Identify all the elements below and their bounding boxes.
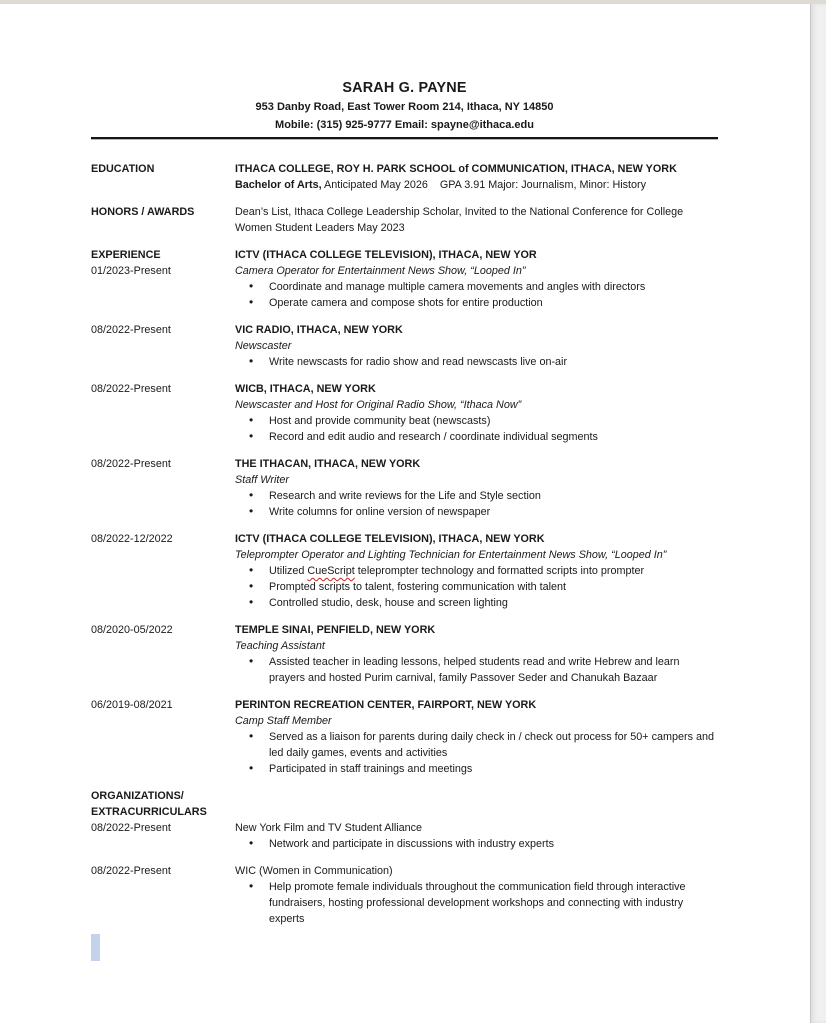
institution-line: ITHACA COLLEGE, ROY H. PARK SCHOOL of COMMUNICATION, ITHACA, NEW YORK (235, 163, 677, 175)
role-line: Teleprompter Operator and Lighting Technician for Entertainment News Show, “Looped In” (235, 549, 667, 561)
entry-date: 08/2020-05/2022 (91, 624, 173, 636)
bullet-item: • Prompted scripts to talent, fostering communication with talent (235, 579, 718, 595)
role-line: Teaching Assistant (235, 640, 325, 652)
company-line: VIC RADIO, ITHACA, NEW YORK (235, 324, 403, 336)
section-organizations (91, 788, 718, 820)
bullet-item: • Record and edit audio and research / coordinate individual segments (235, 429, 718, 445)
page-right-gutter (810, 4, 826, 1023)
experience-entry-perinton (91, 697, 718, 777)
selection-highlight (91, 934, 100, 961)
role-line: Newscaster (235, 340, 292, 352)
bullet-text-pre: Utilized (269, 565, 308, 577)
bullet-item: • Host and provide community beat (newscasts) (235, 413, 718, 429)
resume-header (91, 79, 718, 134)
entry-date: 08/2022-12/2022 (91, 533, 173, 545)
company-line: ICTV (ITHACA COLLEGE TELEVISION), ITHACA, NEW YORK (235, 533, 545, 545)
organizations-label-line2: EXTRACURRICULARS (91, 806, 207, 818)
bullet-item: • Help promote female individuals throughout the communication field through interactive fundraisers, hosting professional development workshops and connecting with industry experts (235, 879, 718, 927)
organizations-label-line1: ORGANIZATIONS/ (91, 790, 184, 802)
bullet-item: • Served as a liaison for parents during daily check in / check out process for 50+ campers and led daily games, events and activities (235, 729, 718, 761)
degree-bold: Bachelor of Arts, (235, 179, 322, 191)
company-line: THE ITHACAN, ITHACA, NEW YORK (235, 458, 421, 470)
header-rule (91, 137, 718, 140)
document-page[interactable] (0, 4, 810, 1023)
entry-date: 06/2019-08/2021 (91, 699, 173, 711)
education-label: EDUCATION (91, 163, 155, 175)
entry-date: 08/2022-Present (91, 383, 171, 395)
contact-line: Mobile: (315) 925-9777 Email: spayne@ithaca.edu (275, 119, 534, 131)
experience-entry-wicb (91, 381, 718, 445)
entry-date: 08/2022-Present (91, 865, 171, 877)
section-honors (91, 204, 718, 236)
company-line: TEMPLE SINAI, PENFIELD, NEW YORK (235, 624, 436, 636)
role-line: Newscaster and Host for Original Radio Show, “Ithaca Now” (235, 399, 522, 411)
company-line: PERINTON RECREATION CENTER, FAIRPORT, NEW YORK (235, 699, 537, 711)
bullet-item: • Coordinate and manage multiple camera movements and angles with directors (235, 279, 718, 295)
entry-date: 01/2023-Present (91, 265, 171, 277)
honors-text: Dean’s List, Ithaca College Leadership Scholar, Invited to the National Conference for College Women Student Leaders May 2023 (235, 206, 687, 234)
bullet-item: • Assisted teacher in leading lessons, helped students read and write Hebrew and learn prayers and hosted Purim carnival, family Passover Seder and Chanukah Bazaar (235, 654, 718, 686)
experience-entry-ithacan (91, 456, 718, 520)
resume-document (91, 4, 718, 927)
company-line: ICTV (ITHACA COLLEGE TELEVISION), ITHACA, NEW YOR (235, 249, 537, 261)
org-entry-wic (91, 863, 718, 927)
section-education (91, 161, 718, 193)
experience-entry-ictv-teleprompter (91, 531, 718, 611)
role-line: Camp Staff Member (235, 715, 332, 727)
bullet-item: • Participated in staff trainings and meetings (235, 761, 718, 777)
entry-date: 08/2022-Present (91, 324, 171, 336)
experience-entry-ictv-camera (91, 247, 718, 311)
entry-date: 08/2022-Present (91, 822, 171, 834)
role-line: Staff Writer (235, 474, 289, 486)
address-line: 953 Danby Road, East Tower Room 214, Ithaca, NY 14850 (255, 101, 554, 113)
bullet-item: • Network and participate in discussions with industry experts (235, 836, 718, 852)
org-entry-ny-film-alliance (91, 820, 718, 852)
experience-entry-vic-radio (91, 322, 718, 370)
org-name-line: WIC (Women in Communication) (235, 865, 393, 877)
bullet-item: • Controlled studio, desk, house and screen lighting (235, 595, 718, 611)
bullet-item (235, 563, 718, 579)
experience-label: EXPERIENCE (91, 249, 161, 261)
bullet-item: • Write newscasts for radio show and read newscasts live on-air (235, 354, 718, 370)
misspelled-word: CueScript (307, 565, 355, 577)
degree-line (235, 177, 718, 193)
entry-date: 08/2022-Present (91, 458, 171, 470)
person-name: SARAH G. PAYNE (342, 80, 467, 96)
bullet-text-post: teleprompter technology and formatted scripts into prompter (354, 565, 645, 577)
bullet-item: • Research and write reviews for the Life and Style section (235, 488, 718, 504)
degree-rest: Anticipated May 2026 GPA 3.91 Major: Journalism, Minor: History (321, 179, 647, 191)
role-line: Camera Operator for Entertainment News Show, “Looped In” (235, 265, 526, 277)
company-line: WICB, ITHACA, NEW YORK (235, 383, 376, 395)
bullet-item: • Operate camera and compose shots for entire production (235, 295, 718, 311)
bullet-item: • Write columns for online version of newspaper (235, 504, 718, 520)
honors-label: HONORS / AWARDS (91, 206, 195, 218)
org-name-line: New York Film and TV Student Alliance (235, 822, 423, 834)
experience-entry-temple-sinai (91, 622, 718, 686)
